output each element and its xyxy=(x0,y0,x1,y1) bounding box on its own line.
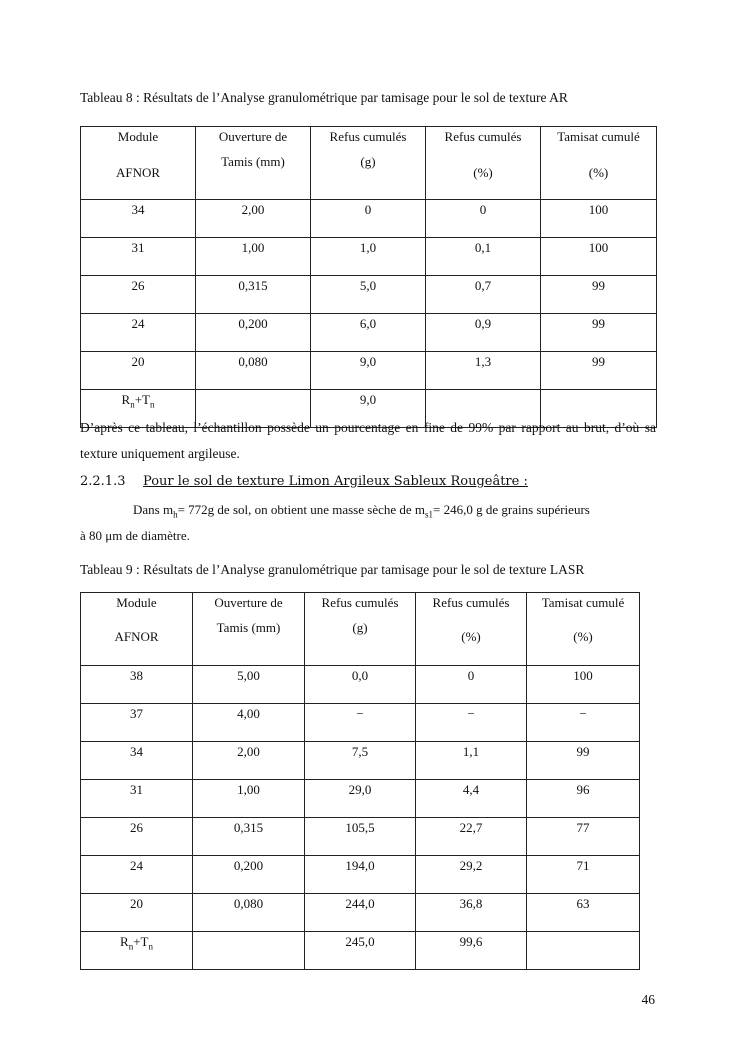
table-cell: 24 xyxy=(81,314,196,352)
table-row xyxy=(81,856,640,894)
header-text: Refus cumulés xyxy=(329,129,407,144)
table-cell: 99,6 xyxy=(416,932,527,970)
table-cell: 4,00 xyxy=(193,704,305,742)
table-cell: 1,00 xyxy=(193,780,305,818)
table-cell: 1,1 xyxy=(416,742,527,780)
header-text: (g) xyxy=(352,620,368,635)
table8-header-module xyxy=(81,127,196,200)
table9-header-ouverture xyxy=(193,593,305,666)
table-cell: − xyxy=(527,704,640,742)
table-cell: 9,0 xyxy=(311,390,426,428)
table-cell: 24 xyxy=(81,856,193,894)
total-label-sub: n xyxy=(128,941,134,952)
table-cell: 0,1 xyxy=(426,238,541,276)
header-text: Tamisat cumulé xyxy=(541,595,625,610)
table8-header-refus-g xyxy=(311,127,426,200)
table-cell: 245,0 xyxy=(305,932,416,970)
table-cell: 9,0 xyxy=(311,352,426,390)
table-cell: 0,080 xyxy=(193,894,305,932)
table-cell: 5,00 xyxy=(193,666,305,704)
table-cell: 99 xyxy=(541,314,657,352)
header-text: (%) xyxy=(461,629,481,644)
table8-header-ouverture xyxy=(196,127,311,200)
table-cell: 38 xyxy=(81,666,193,704)
table-cell: 20 xyxy=(81,894,193,932)
table-cell: 0,315 xyxy=(196,276,311,314)
table-cell: 29,2 xyxy=(416,856,527,894)
table-row xyxy=(81,818,640,856)
table-cell: 0,080 xyxy=(196,352,311,390)
table9-header-refus-g xyxy=(305,593,416,666)
table-cell: 0 xyxy=(416,666,527,704)
table9-caption: Tableau 9 : Résultats de l’Analyse granulométrique par tamisage pour le sol de texture LASR xyxy=(80,562,585,577)
header-text: Refus cumulés xyxy=(321,595,399,610)
table-cell: − xyxy=(416,704,527,742)
table-row xyxy=(81,200,657,238)
para-text: = 772g de sol, on obtient une masse sèche de m xyxy=(177,502,426,517)
table-cell: 29,0 xyxy=(305,780,416,818)
table-row xyxy=(81,666,640,704)
table-cell: 2,00 xyxy=(193,742,305,780)
table-cell: 0,7 xyxy=(426,276,541,314)
table-cell: 99 xyxy=(527,742,640,780)
table-cell: 0,315 xyxy=(193,818,305,856)
header-text: Ouverture de xyxy=(214,595,283,610)
table-cell: 0 xyxy=(426,200,541,238)
table-row xyxy=(81,238,657,276)
total-label-r: R xyxy=(120,934,129,949)
header-text: Tamis (mm) xyxy=(221,154,285,169)
total-label-sub: n xyxy=(130,399,135,410)
table-row xyxy=(81,742,640,780)
table-cell: 20 xyxy=(81,352,196,390)
total-label-r: R xyxy=(121,392,131,407)
table-cell: 99 xyxy=(541,352,657,390)
para-sub: s1 xyxy=(425,509,434,520)
table-row xyxy=(81,276,657,314)
total-label-sub: n xyxy=(148,941,153,952)
table-cell: 0,200 xyxy=(196,314,311,352)
table-cell: 26 xyxy=(81,276,196,314)
header-text: Module xyxy=(116,595,157,610)
header-text: Ouverture de xyxy=(218,129,288,144)
table-cell: 0,0 xyxy=(305,666,416,704)
table-cell: 96 xyxy=(527,780,640,818)
para-sub: h xyxy=(173,509,178,520)
table9-header-module xyxy=(81,593,193,666)
table-cell: 22,7 xyxy=(416,818,527,856)
paragraph-mass-line2: à 80 μm de diamètre. xyxy=(80,528,190,543)
table9-total-row xyxy=(81,932,640,970)
table-cell: − xyxy=(305,704,416,742)
table9 xyxy=(80,592,640,970)
table-cell: 100 xyxy=(527,666,640,704)
table-cell: 37 xyxy=(81,704,193,742)
table-row xyxy=(81,352,657,390)
header-text: Refus cumulés xyxy=(444,129,522,144)
table-cell xyxy=(193,932,305,970)
table8-caption: Tableau 8 : Résultats de l’Analyse granulométrique par tamisage pour le sol de texture AR xyxy=(80,90,568,105)
table-cell: 194,0 xyxy=(305,856,416,894)
section-title: Pour le sol de texture Limon Argileux Sableux Rougeâtre : xyxy=(143,474,528,489)
table-cell: 244,0 xyxy=(305,894,416,932)
table-cell: 99 xyxy=(541,276,657,314)
table-cell: 26 xyxy=(81,818,193,856)
section-heading xyxy=(80,474,528,489)
table-cell: 1,0 xyxy=(311,238,426,276)
para-text: = 246,0 g de grains supérieurs xyxy=(433,502,590,517)
total-label-t: +T xyxy=(133,934,149,949)
table-cell: 34 xyxy=(81,742,193,780)
table8-header-tamisat xyxy=(541,127,657,200)
table-cell: 100 xyxy=(541,238,657,276)
header-text: (%) xyxy=(588,165,609,180)
page-number: 46 xyxy=(641,992,655,1007)
table-cell: 5,0 xyxy=(311,276,426,314)
table-cell: 71 xyxy=(527,856,640,894)
table9-total-label xyxy=(81,932,193,970)
table-cell xyxy=(527,932,640,970)
table-cell: 0 xyxy=(311,200,426,238)
header-text: Module xyxy=(117,129,159,144)
table-cell: 1,00 xyxy=(196,238,311,276)
header-text: AFNOR xyxy=(114,629,159,644)
header-text: (%) xyxy=(573,629,593,644)
table-cell: 31 xyxy=(81,238,196,276)
table-cell: 63 xyxy=(527,894,640,932)
total-label-sub: n xyxy=(149,399,155,410)
table8-header-row xyxy=(81,127,657,200)
header-text: (%) xyxy=(473,165,493,180)
table-row xyxy=(81,894,640,932)
table-cell: 34 xyxy=(81,200,196,238)
table-row xyxy=(81,314,657,352)
table-cell: 2,00 xyxy=(196,200,311,238)
table-cell: 36,8 xyxy=(416,894,527,932)
table9-header-row xyxy=(81,593,640,666)
table-cell: 6,0 xyxy=(311,314,426,352)
table-cell: 31 xyxy=(81,780,193,818)
table-cell: 1,3 xyxy=(426,352,541,390)
table8 xyxy=(80,126,657,428)
table-cell: 100 xyxy=(541,200,657,238)
header-text: Tamisat cumulé xyxy=(557,129,640,144)
header-text: (g) xyxy=(360,154,376,169)
table-cell: 0,9 xyxy=(426,314,541,352)
paragraph-conclusion: D’après ce tableau, l’échantillon possède un pourcentage en fine de 99% par rapport au brut, d’où sa texture uniquement argileuse. xyxy=(80,420,656,461)
section-number: 2.2.1.3 xyxy=(80,474,126,489)
total-label-t: +T xyxy=(134,392,150,407)
table-row xyxy=(81,780,640,818)
table9-header-refus-pct xyxy=(416,593,527,666)
table-cell: 7,5 xyxy=(305,742,416,780)
header-text: Refus cumulés xyxy=(432,595,510,610)
table-cell: 0,200 xyxy=(193,856,305,894)
table-cell: 4,4 xyxy=(416,780,527,818)
header-text: AFNOR xyxy=(115,165,161,180)
table-row xyxy=(81,704,640,742)
header-text: Tamis (mm) xyxy=(216,620,281,635)
table9-header-tamisat xyxy=(527,593,640,666)
para-text: Dans m xyxy=(133,502,174,517)
table-cell: 105,5 xyxy=(305,818,416,856)
table-cell: 77 xyxy=(527,818,640,856)
table8-header-refus-pct xyxy=(426,127,541,200)
